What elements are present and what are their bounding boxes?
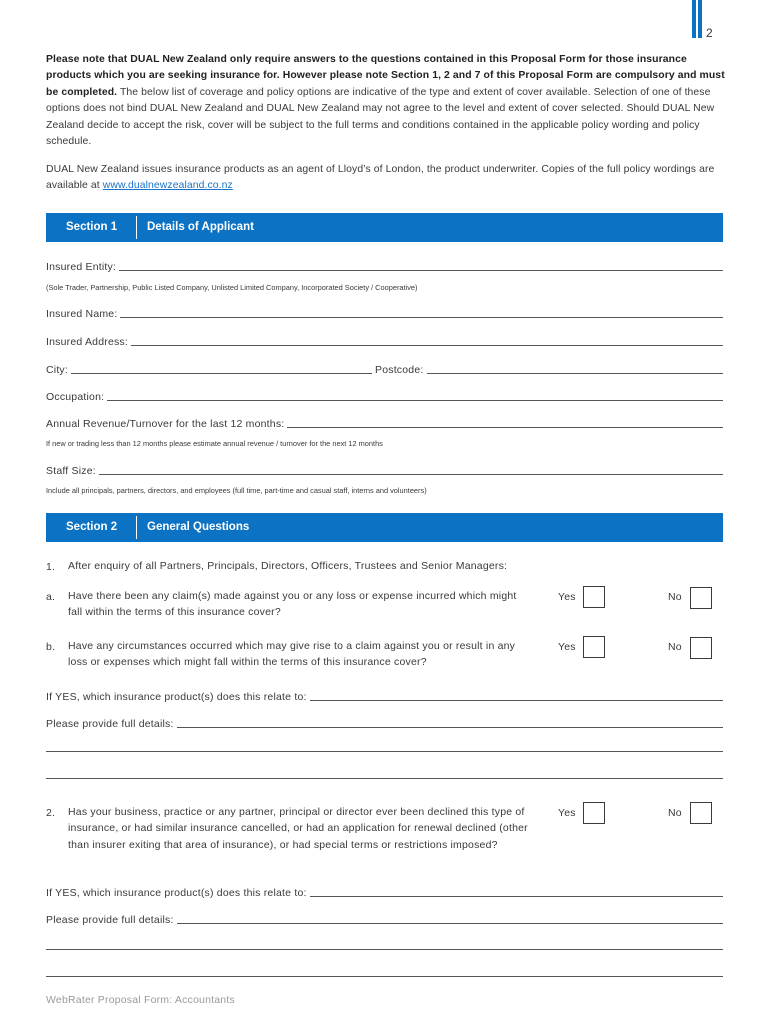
insured-entity-field[interactable] xyxy=(46,259,723,273)
revenue-field[interactable] xyxy=(46,416,723,430)
question-1-text: After enquiry of all Partners, Principals, Directors, Officers, Trustees and Senior Managers: xyxy=(68,560,508,572)
header-accent-bar xyxy=(692,0,696,38)
section-1-title: Details of Applicant xyxy=(147,221,254,233)
question-2-text: Has your business, practice or any partner, principal or director ever been declined this type of insurance, or had similar insurance cancelled, or had an application for renewal declined (other than insurer exiting that area of insurance), or had special terms or restrictions imposed? xyxy=(68,806,528,851)
postcode-field[interactable] xyxy=(375,362,723,376)
question-b-yes-label: Yes xyxy=(558,641,576,653)
question-b-no-label: No xyxy=(668,641,682,653)
question-2-no-label: No xyxy=(668,807,682,819)
insured-address-label: Insured Address: xyxy=(46,336,128,348)
q1-details-label: Please provide full details: xyxy=(46,718,174,730)
insured-entity-label: Insured Entity: xyxy=(46,261,117,273)
insured-address-field[interactable] xyxy=(46,334,723,348)
staff-size-field[interactable] xyxy=(46,463,723,477)
page-footer: WebRater Proposal Form: Accountants xyxy=(46,994,235,1006)
q2-product-field[interactable] xyxy=(46,885,723,899)
q2-product-label: If YES, which insurance product(s) does this relate to: xyxy=(46,887,307,899)
question-2-yes-label: Yes xyxy=(558,807,576,819)
question-b-number: b. xyxy=(46,641,56,653)
intro-paragraph xyxy=(46,52,726,150)
question-b-yes-checkbox[interactable] xyxy=(583,636,605,658)
intro-bold-text: Please note that DUAL New Zealand only require answers to the questions contained in this Proposal Form for those insurance products which you are seeking insurance for. However please note Section 1, 2 and 7 of this Proposal Form are compulsory and must be completed. xyxy=(46,54,725,98)
question-1-number: 1. xyxy=(46,561,56,573)
question-a-number: a. xyxy=(46,591,56,603)
city-line[interactable] xyxy=(71,373,372,374)
city-field[interactable] xyxy=(46,362,372,376)
insured-address-line[interactable] xyxy=(131,345,723,346)
postcode-line[interactable] xyxy=(427,373,724,374)
postcode-label: Postcode: xyxy=(375,364,424,376)
agent-text: DUAL New Zealand issues insurance products as an agent of Lloyd’s of London, the product underwriter. Copies of the full policy wordings are available at xyxy=(46,164,715,192)
occupation-field[interactable] xyxy=(46,389,723,403)
occupation-label: Occupation: xyxy=(46,391,105,403)
q2-product-line[interactable] xyxy=(310,896,723,897)
agent-paragraph xyxy=(46,162,726,195)
section-2-number: Section 2 xyxy=(66,521,118,533)
q1-product-line[interactable] xyxy=(310,700,723,701)
question-a-no-label: No xyxy=(668,591,682,603)
staff-size-label: Staff Size: xyxy=(46,465,96,477)
question-a-yes-checkbox[interactable] xyxy=(583,586,605,608)
section-2-header xyxy=(46,513,723,542)
revenue-label: Annual Revenue/Turnover for the last 12 months: xyxy=(46,418,285,430)
page-number: 2 xyxy=(706,26,713,40)
q1-product-field[interactable] xyxy=(46,689,723,703)
insured-name-field[interactable] xyxy=(46,306,723,320)
q1-product-label: If YES, which insurance product(s) does this relate to: xyxy=(46,691,307,703)
q1-details-field[interactable] xyxy=(46,716,723,730)
question-b-no-checkbox[interactable] xyxy=(690,637,712,659)
q1-details-line[interactable] xyxy=(46,751,723,752)
insured-name-line[interactable] xyxy=(120,317,723,318)
section-2-title: General Questions xyxy=(147,521,250,533)
question-a-yes-label: Yes xyxy=(558,591,576,603)
insured-name-label: Insured Name: xyxy=(46,308,118,320)
intro-body-text: The below list of coverage and policy options are indicative of the type and extent of cover available. Selection of one of these options does not bind DUAL New Zealand and DUAL New Zealand may not agree to the level and extent of cover selected. Should DUAL New Zealand decide to accept the risk, cover will be subject to the full terms and conditions contained in the applicable policy wording and policy schedule. xyxy=(46,86,715,148)
q2-details-field[interactable] xyxy=(46,912,723,926)
section-divider xyxy=(136,216,137,239)
question-a-no-checkbox[interactable] xyxy=(690,587,712,609)
q1-details-line[interactable] xyxy=(46,778,723,779)
insured-entity-note: (Sole Trader, Partnership, Public Listed Company, Unlisted Limited Company, Incorporated Society / Cooperative) xyxy=(46,283,418,292)
section-divider xyxy=(136,516,137,539)
question-2-yes-checkbox[interactable] xyxy=(583,802,605,824)
occupation-line[interactable] xyxy=(107,400,723,401)
revenue-line[interactable] xyxy=(287,427,723,428)
question-2-no-checkbox[interactable] xyxy=(690,802,712,824)
q2-details-line[interactable] xyxy=(46,949,723,950)
question-a-text: Have there been any claim(s) made against you or any loss or expense incurred which might fall within the terms of this insurance cover? xyxy=(68,590,517,619)
q1-details-line[interactable] xyxy=(177,727,723,728)
staff-size-line[interactable] xyxy=(99,474,723,475)
city-label: City: xyxy=(46,364,68,376)
q2-details-label: Please provide full details: xyxy=(46,914,174,926)
section-1-header xyxy=(46,213,723,242)
revenue-note: If new or trading less than 12 months please estimate annual revenue / turnover for the next 12 months xyxy=(46,439,383,448)
header-accent-bar xyxy=(698,0,702,38)
q2-details-line[interactable] xyxy=(177,923,723,924)
question-2-number: 2. xyxy=(46,807,56,819)
q2-details-line[interactable] xyxy=(46,976,723,977)
website-link[interactable]: www.dualnewzealand.co.nz xyxy=(102,180,233,192)
section-1-number: Section 1 xyxy=(66,221,118,233)
question-b-text: Have any circumstances occurred which may give rise to a claim against you or result in any loss or expenses which might fall within the terms of this insurance cover? xyxy=(68,640,516,669)
staff-size-note: Include all principals, partners, directors, and employees (full time, part-time and casual staff, interns and volunteers) xyxy=(46,486,427,495)
insured-entity-line[interactable] xyxy=(119,270,723,271)
